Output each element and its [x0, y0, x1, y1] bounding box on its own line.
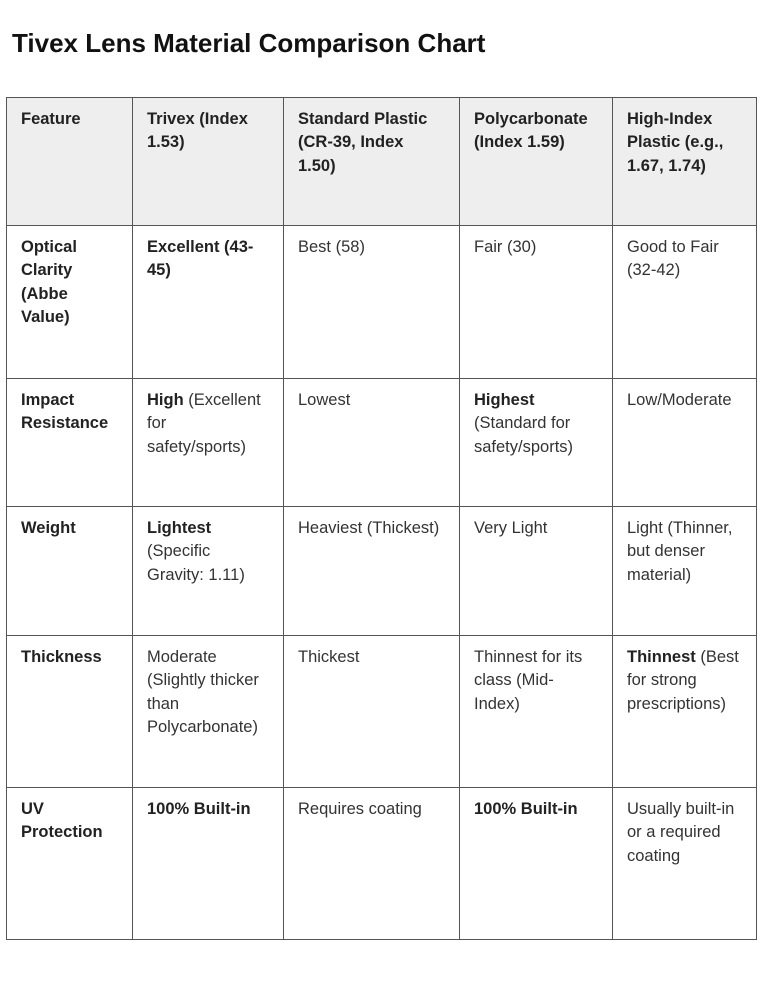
- cell-polycarbonate: [460, 788, 613, 940]
- row-feature-label: Weight: [7, 507, 133, 636]
- cell-standard-plastic: [284, 788, 460, 940]
- cell-standard-plastic: [284, 507, 460, 636]
- cell-trivex: [133, 226, 284, 379]
- column-header-trivex: Trivex (Index 1.53): [133, 98, 284, 226]
- cell-high-index: [613, 379, 757, 507]
- cell-text: (Best for strong prescriptions): [627, 648, 739, 713]
- cell-emphasis: 100% Built-in: [147, 800, 251, 818]
- column-header-feature: Feature: [7, 98, 133, 226]
- cell-text: Usually built-in or a required coating: [627, 800, 735, 865]
- cell-text: Very Light: [474, 519, 548, 537]
- cell-trivex: [133, 788, 284, 940]
- row-feature-label: Optical Clarity (Abbe Value): [7, 226, 133, 379]
- cell-emphasis: Excellent (43-45): [147, 238, 254, 280]
- cell-text: (Standard for safety/sports): [474, 414, 574, 456]
- cell-polycarbonate: [460, 507, 613, 636]
- row-feature-label: Impact Resistance: [7, 379, 133, 507]
- cell-text: Best (58): [298, 238, 365, 256]
- table-row: [7, 636, 757, 788]
- cell-standard-plastic: [284, 379, 460, 507]
- cell-trivex: [133, 507, 284, 636]
- cell-text: Thickest: [298, 648, 360, 666]
- table-row: [7, 788, 757, 940]
- table-row: [7, 226, 757, 379]
- cell-high-index: [613, 788, 757, 940]
- cell-trivex: [133, 379, 284, 507]
- row-feature-label: UV Protection: [7, 788, 133, 940]
- cell-text: (Excellent for safety/sports): [147, 391, 261, 456]
- cell-text: Light (Thinner, but denser material): [627, 519, 733, 584]
- cell-text: (Specific Gravity: 1.11): [147, 542, 245, 584]
- cell-emphasis: Highest: [474, 391, 535, 409]
- cell-polycarbonate: [460, 636, 613, 788]
- table-row: [7, 379, 757, 507]
- cell-high-index: [613, 507, 757, 636]
- table-row: [7, 507, 757, 636]
- cell-emphasis: Thinnest: [627, 648, 696, 666]
- comparison-table: [6, 97, 757, 940]
- cell-text: Good to Fair (32-42): [627, 238, 719, 280]
- table-header-row: [7, 98, 757, 226]
- cell-text: Fair (30): [474, 238, 537, 256]
- cell-polycarbonate: [460, 379, 613, 507]
- cell-high-index: [613, 226, 757, 379]
- cell-standard-plastic: [284, 226, 460, 379]
- column-header-standard-plastic: Standard Plastic (CR-39, Index 1.50): [284, 98, 460, 226]
- cell-text: Thinnest for its class (Mid-Index): [474, 648, 583, 713]
- cell-text: Lowest: [298, 391, 351, 409]
- cell-text: Requires coating: [298, 800, 422, 818]
- column-header-polycarbonate: Polycarbonate (Index 1.59): [460, 98, 613, 226]
- column-header-high-index: High-Index Plastic (e.g., 1.67, 1.74): [613, 98, 757, 226]
- cell-polycarbonate: [460, 226, 613, 379]
- cell-standard-plastic: [284, 636, 460, 788]
- cell-trivex: [133, 636, 284, 788]
- page-title: Tivex Lens Material Comparison Chart: [12, 28, 486, 58]
- cell-emphasis: 100% Built-in: [474, 800, 578, 818]
- cell-text: Heaviest (Thickest): [298, 519, 440, 537]
- cell-text: Low/Moderate: [627, 391, 732, 409]
- cell-text: Moderate (Slightly thicker than Polycarbonate): [147, 648, 259, 736]
- cell-emphasis: High: [147, 391, 184, 409]
- cell-emphasis: Lightest: [147, 519, 212, 537]
- row-feature-label: Thickness: [7, 636, 133, 788]
- cell-high-index: [613, 636, 757, 788]
